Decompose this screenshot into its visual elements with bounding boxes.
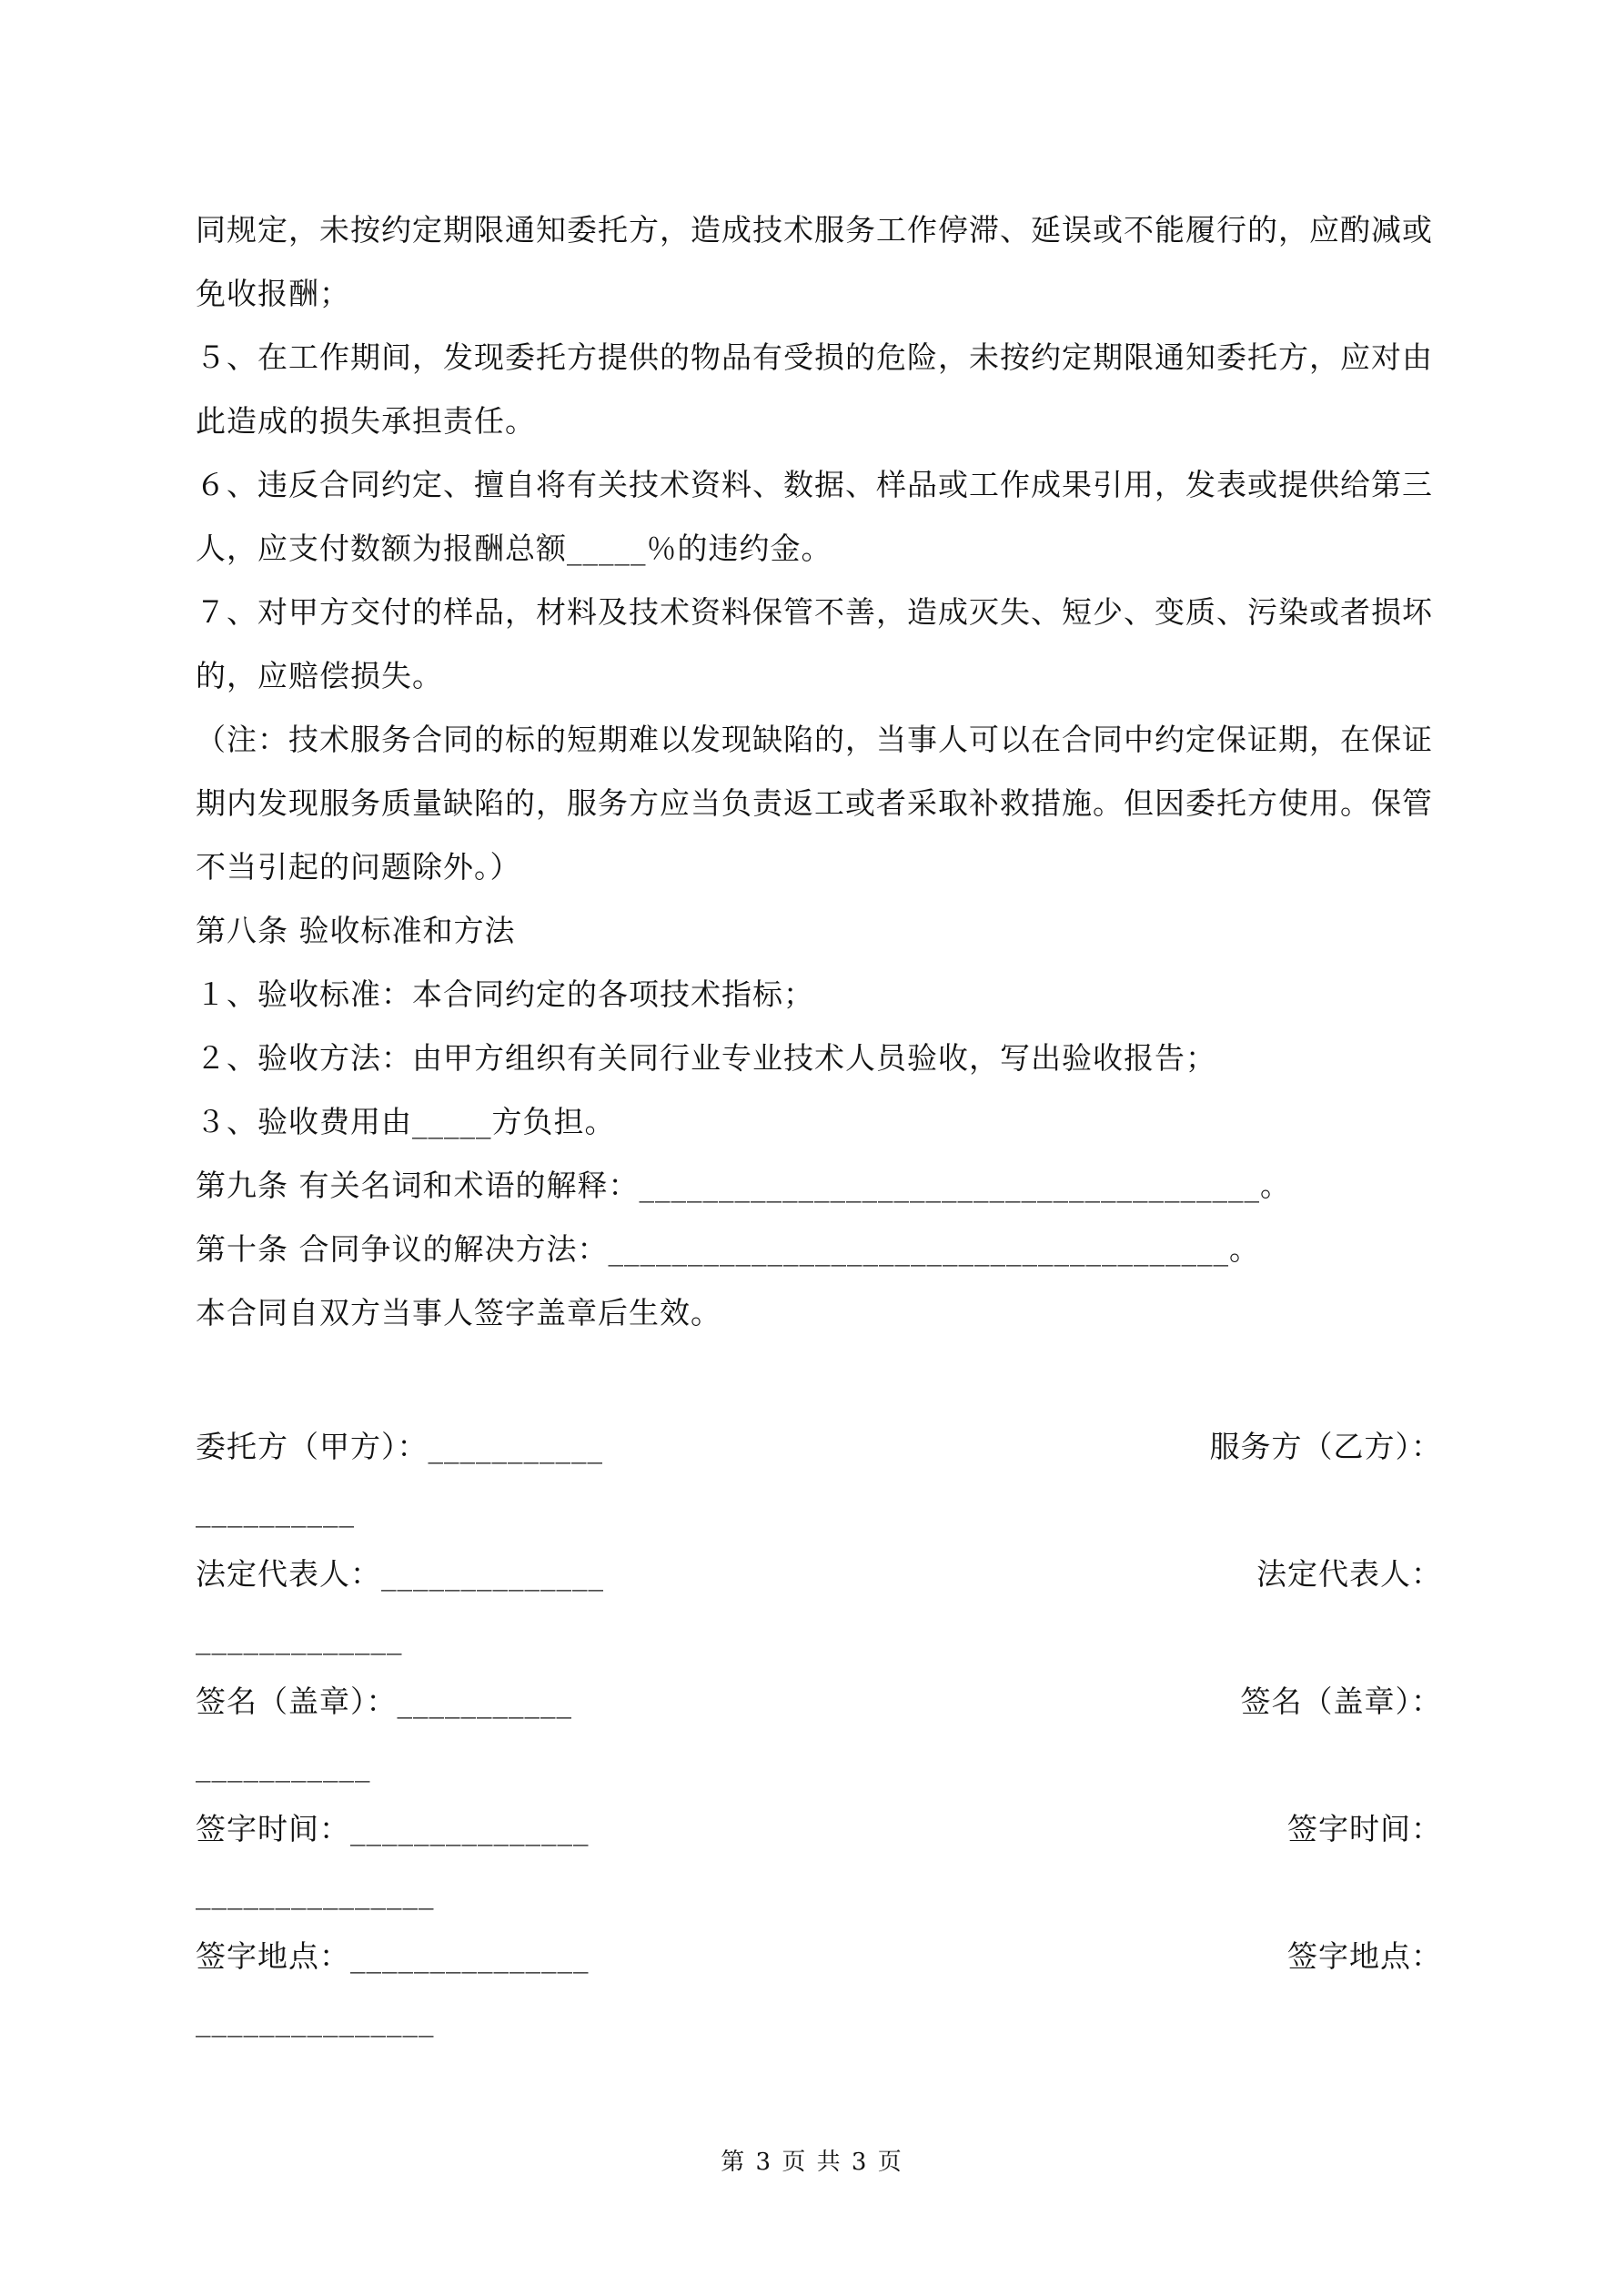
paragraph-clause-5: ５、在工作期间，发现委托方提供的物品有受损的危险，未按约定期限通知委托方，应对由此造成的损失承担责任。	[196, 339, 1433, 439]
article-8-item-1: １、验收标准：本合同约定的各项技术指标；	[196, 976, 814, 1012]
signature-row-seal	[196, 1670, 1442, 1734]
paragraph-clause-4-continued: 同规定，未按约定期限通知委托方，造成技术服务工作停滞、延误或不能履行的，应酌减或免收报酬；	[196, 212, 1433, 311]
client-date-label: 签字时间：_______________	[196, 1811, 590, 1846]
signature-row-representative	[196, 1542, 1442, 1606]
client-representative-label: 法定代表人：______________	[196, 1556, 604, 1592]
service-seal-label: 签名（盖章）：	[1240, 1684, 1442, 1719]
paragraph-note: （注：技术服务合同的标的短期难以发现缺陷的，当事人可以在合同中约定保证期，在保证期内发现服务质量缺陷的，服务方应当负责返工或者采取补救措施。但因委托方使用。保管不当引起的问题除外。）	[196, 722, 1433, 885]
signature-row-place	[196, 1925, 1442, 1988]
service-party-blank: __________	[196, 1492, 355, 1528]
service-place-label: 签字地点：	[1287, 1938, 1442, 1974]
paragraph-clause-7: ７、对甲方交付的样品，材料及技术资料保管不善，造成灭失、短少、变质、污染或者损坏的，应赔偿损失。	[196, 594, 1433, 693]
service-date-label: 签字时间：	[1287, 1811, 1442, 1846]
page-number-footer: 第 3 页 共 3 页	[721, 2149, 903, 2176]
effective-clause: 本合同自双方当事人签字盖章后生效。	[196, 1295, 721, 1330]
service-date-blank: _______________	[196, 1875, 435, 1910]
client-place-label: 签字地点：_______________	[196, 1938, 590, 1974]
service-party-label: 服务方（乙方）：	[1209, 1429, 1442, 1464]
signature-row-party	[196, 1415, 1442, 1479]
client-seal-label: 签名（盖章）：___________	[196, 1684, 572, 1719]
contract-body	[196, 198, 1442, 1345]
signature-row-date	[196, 1797, 1442, 1861]
article-9: 第九条 有关名词和术语的解释：_______________________________________。	[196, 1168, 1291, 1203]
article-8-item-3: ３、验收费用由_____方负担。	[196, 1104, 616, 1139]
service-place-blank: _______________	[196, 2002, 435, 2038]
service-representative-blank: _____________	[196, 1620, 403, 1655]
service-seal-blank: ___________	[196, 1747, 371, 1783]
paragraph-clause-6: ６、违反合同约定、擅自将有关技术资料、数据、样品或工作成果引用，发表或提供给第三人，应支付数额为报酬总额_____％的违约金。	[196, 467, 1433, 566]
client-party-label: 委托方（甲方）：___________	[196, 1429, 603, 1464]
article-8-item-2: ２、验收方法：由甲方组织有关同行业专业技术人员验收，写出验收报告；	[196, 1040, 1216, 1076]
signature-block	[196, 1415, 1442, 2052]
article-10: 第十条 合同争议的解决方法：_______________________________________。	[196, 1231, 1260, 1267]
article-8-heading: 第八条 验收标准和方法	[196, 913, 516, 948]
service-representative-label: 法定代表人：	[1256, 1556, 1442, 1592]
